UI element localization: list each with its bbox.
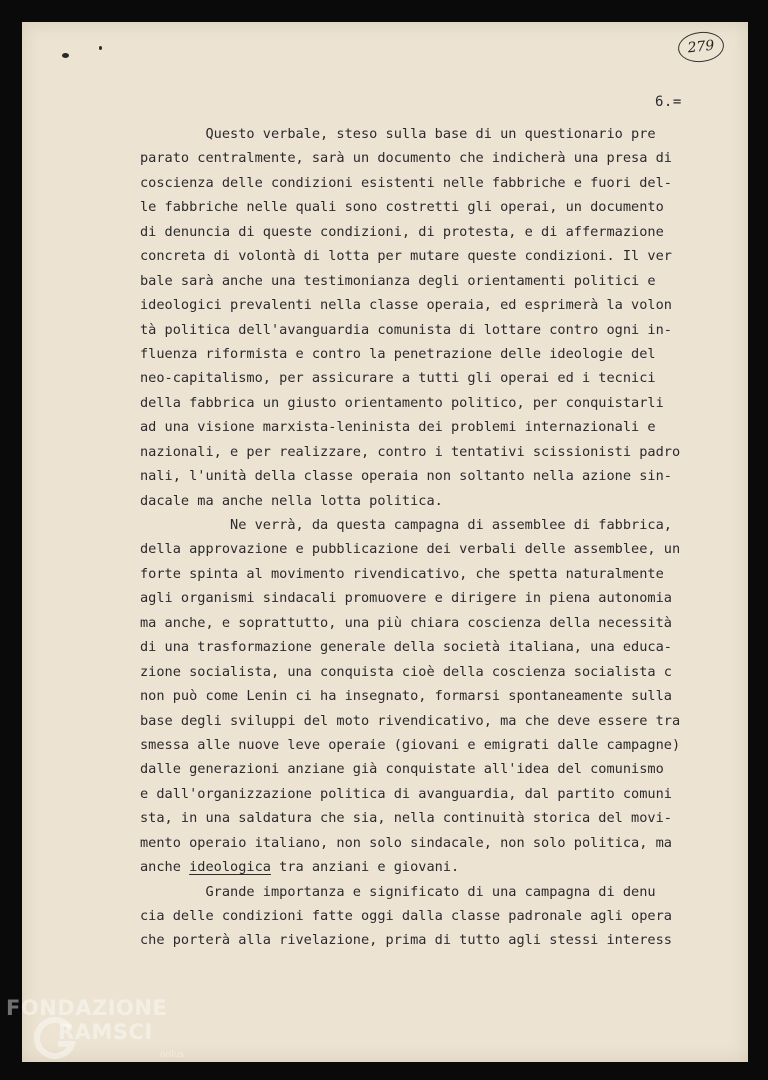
text-line: della fabbrica un giusto orientamento politico, per conquistarli: [140, 394, 664, 411]
document-body: [140, 122, 740, 953]
text-fragment: anche: [140, 859, 190, 876]
text-line: dacale ma anche nella lotta politica.: [140, 492, 443, 509]
watermark-suffix: onlus: [160, 1050, 185, 1060]
text-line: forte spinta al movimento rivendicativo, che spetta naturalmente: [140, 565, 664, 582]
watermark-line2: RAMSCI: [58, 1020, 153, 1044]
text-line: fluenza riformista e contro la penetrazione delle ideologie del: [140, 345, 656, 362]
text-line: della approvazione e pubblicazione dei verbali delle assemblee, un: [140, 541, 681, 558]
text-line: di una trasformazione generale della società italiana, una educa-: [140, 639, 672, 656]
text-line: bale sarà anche una testimonianza degli orientamenti politici e: [140, 272, 656, 289]
ink-speck: [99, 46, 102, 50]
text-line: sta, in una saldatura che sia, nella continuità storica del movi-: [140, 810, 672, 827]
text-line: smessa alle nuove leve operaie (giovani e emigrati dalle campagne): [140, 736, 681, 753]
text-line: di denuncia di queste condizioni, di protesta, e di affermazione: [140, 223, 664, 240]
text-line: [140, 855, 740, 879]
ink-speck: [62, 53, 69, 58]
document-page: [22, 22, 748, 1062]
archive-number-stamp: 279: [677, 30, 726, 65]
watermark-logo: [6, 996, 196, 1076]
text-line: ma anche, e soprattutto, una più chiara coscienza della necessità: [140, 614, 672, 631]
text-line: Ne verrà, da questa campagna di assemblee di fabbrica,: [140, 517, 672, 533]
text-line: tà politica dell'avanguardia comunista di lottare contro ogni in-: [140, 321, 672, 338]
text-line: agli organismi sindacali promuovere e dirigere in piena autonomia: [140, 590, 672, 607]
underlined-word: ideologica: [189, 859, 271, 876]
text-line: cia delle condizioni fatte oggi dalla classe padronale agli opera: [140, 908, 672, 924]
text-line: Grande importanza e significato di una campagna di denu: [140, 883, 656, 900]
text-line: mento operaio italiano, non solo sindacale, non solo politica, ma: [140, 834, 672, 851]
text-line: ad una visione marxista-leninista dei problemi internazionali e: [140, 419, 656, 436]
text-line: coscienza delle condizioni esistenti nelle fabbriche e fuori del-: [140, 174, 672, 191]
text-line: le fabbriche nelle quali sono costretti gli operai, un documento: [140, 199, 664, 216]
text-line: nali, l'unità della classe operaia non soltanto nella azione sin-: [140, 468, 672, 485]
page-number: 6.=: [655, 94, 682, 110]
text-line: ideologici prevalenti nella classe operaia, ed esprimerà la volon: [140, 297, 672, 314]
text-line: e dall'organizzazione politica di avanguardia, dal partito comuni: [140, 785, 672, 802]
text-line: Questo verbale, steso sulla base di un questionario pre: [140, 126, 656, 142]
watermark-line1: FONDAZIONE: [6, 996, 168, 1020]
text-line: concreta di volontà di lotta per mutare queste condizioni. Il ver: [140, 248, 672, 265]
text-fragment: tra anziani e giovani.: [270, 859, 460, 876]
text-line: dalle generazioni anziane già conquistate all'idea del comunismo: [140, 761, 664, 778]
text-line: neo-capitalismo, per assicurare a tutti gli operai ed i tecnici: [140, 370, 656, 387]
text-line: parato centralmente, sarà un documento che indicherà una presa di: [140, 150, 672, 167]
text-line: che porterà alla rivelazione, prima di tutto agli stessi interess: [140, 932, 672, 949]
text-line: zione socialista, una conquista cioè della coscienza socialista c: [140, 663, 672, 680]
text-line: nazionali, e per realizzare, contro i tentativi scissionisti padro: [140, 443, 681, 460]
text-line: base degli sviluppi del moto rivendicativo, ma che deve essere tra: [140, 712, 681, 729]
text-line: non può come Lenin ci ha insegnato, formarsi spontaneamente sulla: [140, 688, 672, 705]
